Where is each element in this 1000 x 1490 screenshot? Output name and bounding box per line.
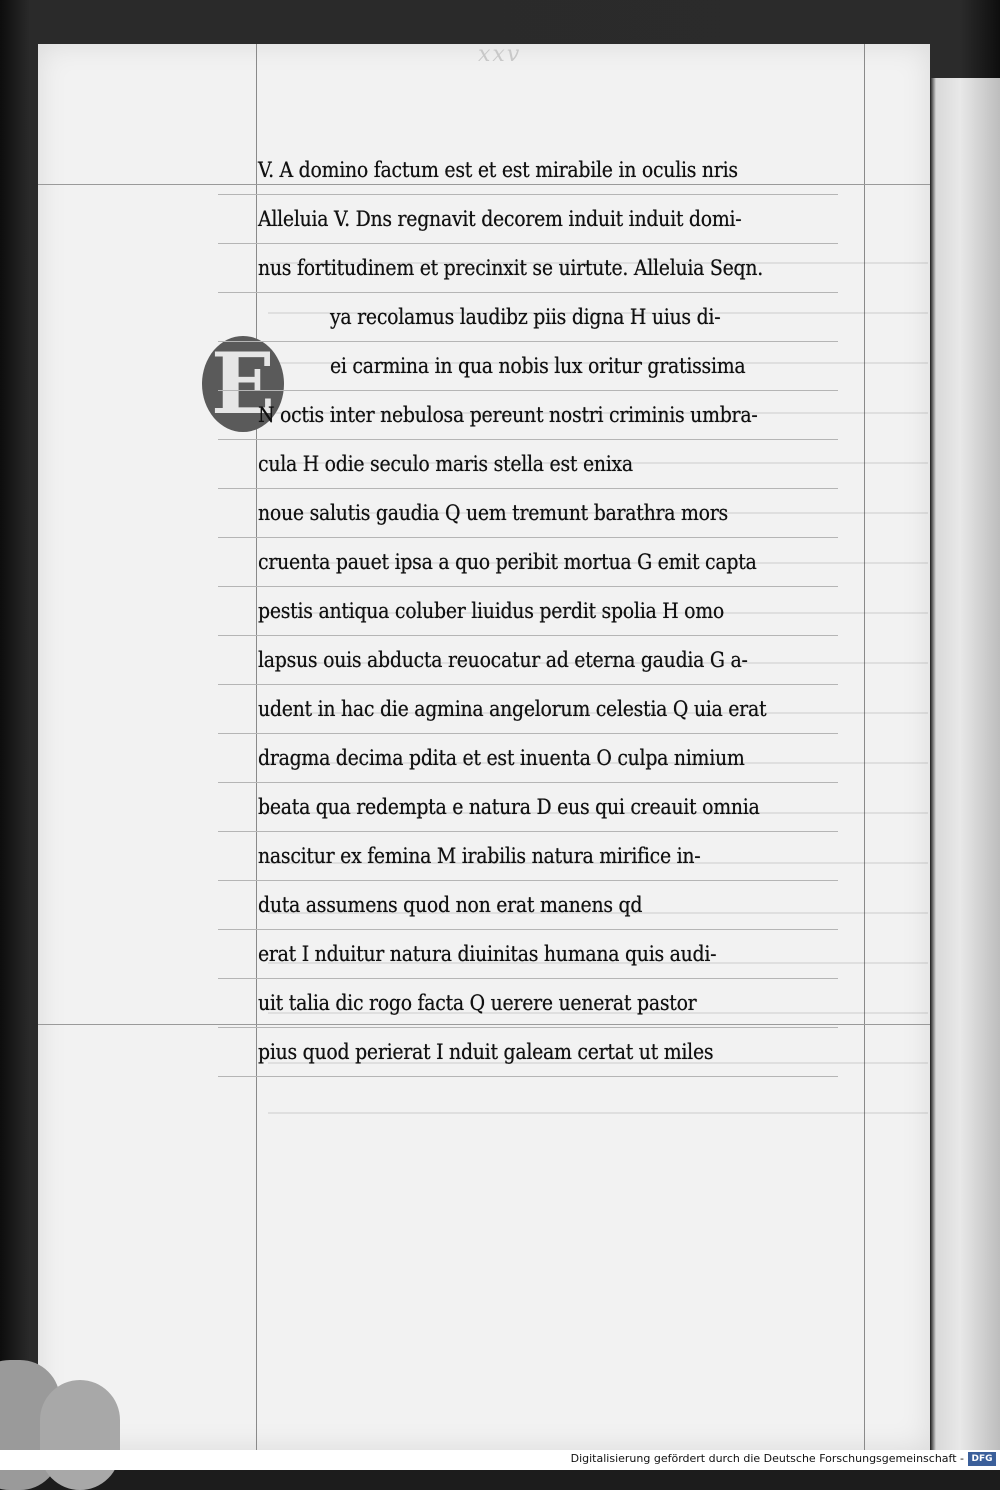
funding-credit: Digitalisierung gefördert durch die Deutsche Forschungsgemeinschaft -	[570, 1452, 964, 1465]
text-line: beata qua redempta e natura D eus qui creauit omnia	[218, 783, 838, 832]
text-line: ya recolamus laudibz piis digna H uius di-	[218, 293, 838, 342]
text-line: cruenta pauet ipsa a quo peribit mortua G emit capta	[218, 538, 838, 587]
holding-finger	[40, 1380, 120, 1490]
text-line: cula H odie seculo maris stella est enixa	[218, 440, 838, 489]
text-line: udent in hac die agmina angelorum celestia Q uia erat	[218, 685, 838, 734]
text-line: V. A domino factum est et est mirabile in oculis nris	[218, 146, 838, 195]
text-line: ei carmina in qua nobis lux oritur gratissima	[218, 342, 838, 391]
text-line: dragma decima pdita et est inuenta O culpa nimium	[218, 734, 838, 783]
text-line: N octis inter nebulosa pereunt nostri criminis umbra-	[218, 391, 838, 440]
adjacent-page-edge	[930, 78, 1000, 1450]
text-line: duta assumens quod non erat manens qd	[218, 881, 838, 930]
folio-number: xxv	[478, 42, 522, 67]
text-block	[218, 146, 838, 1077]
text-line: pius quod perierat I nduit galeam certat ut miles	[218, 1028, 838, 1077]
text-line: nascitur ex femina M irabilis natura mirifice in-	[218, 832, 838, 881]
text-line: Alleluia V. Dns regnavit decorem induit induit domi-	[218, 195, 838, 244]
text-line: lapsus ouis abducta reuocatur ad eterna gaudia G a-	[218, 636, 838, 685]
text-line: uit talia dic rogo facta Q uerere uenerat pastor	[218, 979, 838, 1028]
text-line: erat I nduitur natura diuinitas humana quis audi-	[218, 930, 838, 979]
text-line: nus fortitudinem et precinxit se uirtute. Alleluia Seqn.	[218, 244, 838, 293]
dfg-logo: DFG	[968, 1452, 996, 1466]
text-line: pestis antiqua coluber liuidus perdit spolia H omo	[218, 587, 838, 636]
text-line: noue salutis gaudia Q uem tremunt barathra mors	[218, 489, 838, 538]
decorated-initial: E	[202, 336, 284, 432]
